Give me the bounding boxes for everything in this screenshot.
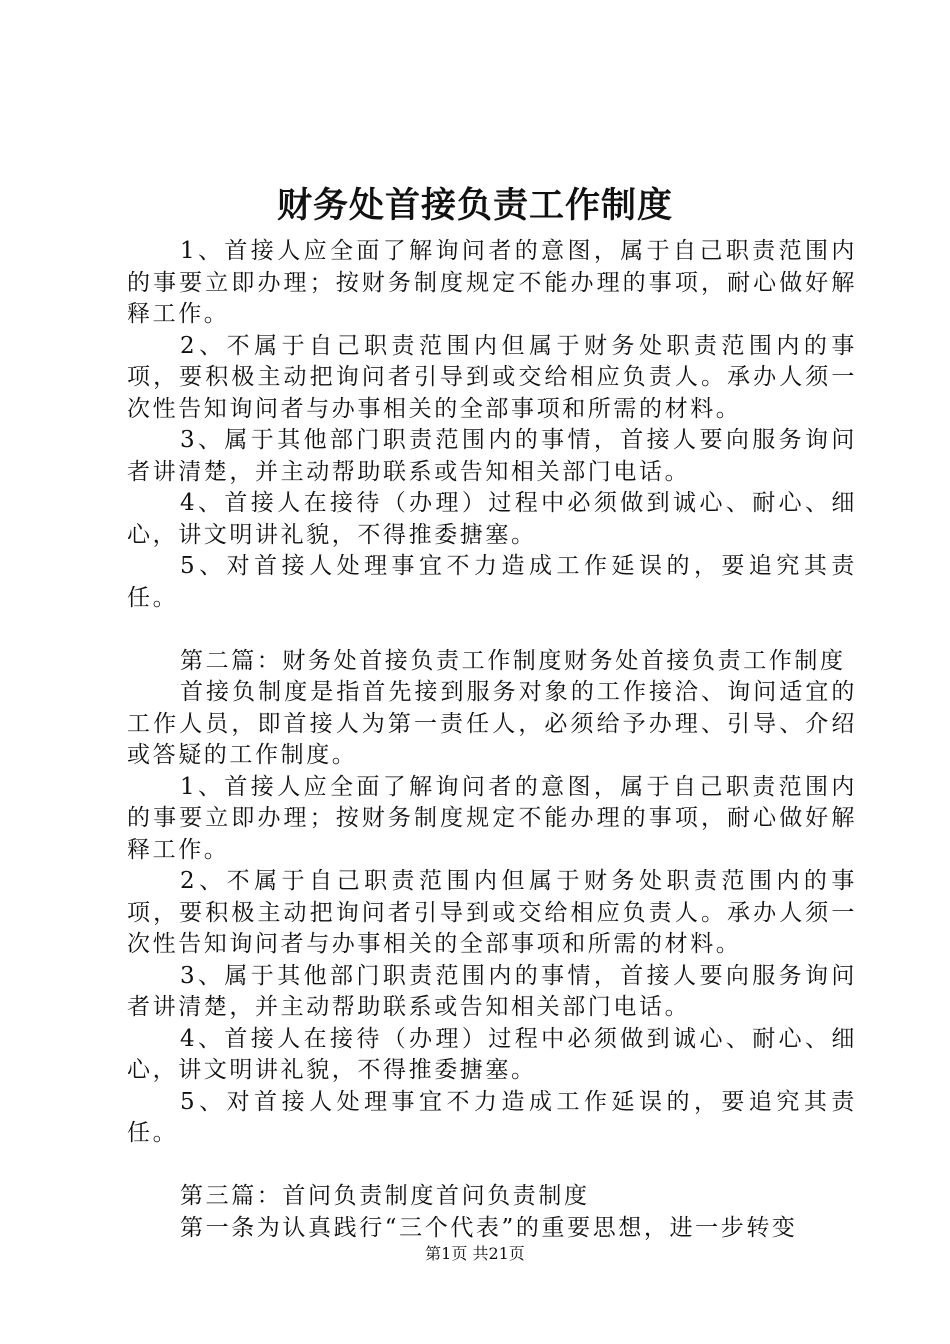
section2-heading: 第二篇：财务处首接负责工作制度财务处首接负责工作制度: [180, 647, 846, 674]
page-number-footer: 第1页 共21页: [425, 1244, 525, 1263]
section2-paragraph-1: 首接负制度是指首先接到服务对象的工作接洽、询问适宜的工作人员，即首接人为第一责任人，必须给予办理、引导、介绍或答疑的工作制度。: [127, 679, 857, 768]
section3-paragraph-1: 第一条为认真践行“三个代表”的重要思想，进一步转变: [180, 1214, 798, 1241]
section2-paragraph-5: 4、首接人在接待（办理）过程中必须做到诚心、耐心、细心，讲文明讲礼貌，不得推委搪塞。: [127, 1025, 857, 1083]
document-body: [127, 236, 857, 1244]
section2-paragraph-4: 3、属于其他部门职责范围内的事情，首接人要向服务询问者讲清楚，并主动帮助联系或告知相关部门电话。: [127, 962, 857, 1020]
section1-paragraph-3: 3、属于其他部门职责范围内的事情，首接人要向服务询问者讲清楚，并主动帮助联系或告知相关部门电话。: [127, 427, 857, 485]
document-title: 财务处首接负责工作制度: [276, 185, 673, 226]
section1-paragraph-2: 2、不属于自己职责范围内但属于财务处职责范围内的事项，要积极主动把询问者引导到或交给相应负责人。承办人须一次性告知询问者与办事相关的全部事项和所需的材料。: [127, 332, 857, 422]
section1-paragraph-1: 1、首接人应全面了解询问者的意图，属于自己职责范围内的事要立即办理；按财务制度规定不能办理的事项，耐心做好解释工作。: [127, 238, 857, 327]
section2-paragraph-2: 1、首接人应全面了解询问者的意图，属于自己职责范围内的事要立即办理；按财务制度规定不能办理的事项，耐心做好解释工作。: [127, 773, 857, 863]
section-gap: [127, 614, 857, 646]
section1-paragraph-5: 5、对首接人处理事宜不力造成工作延误的，要追究其责任。: [127, 553, 857, 611]
section-gap: [127, 1150, 857, 1182]
section2-paragraph-3: 2、不属于自己职责范围内但属于财务处职责范围内的事项，要积极主动把询问者引导到或交给相应负责人。承办人须一次性告知询问者与办事相关的全部事项和所需的材料。: [127, 868, 857, 957]
section3-heading: 第三篇：首问负责制度首问负责制度: [180, 1183, 590, 1209]
section1-paragraph-4: 4、首接人在接待（办理）过程中必须做到诚心、耐心、细心，讲文明讲礼貌，不得推委搪塞。: [127, 490, 857, 548]
section2-paragraph-6: 5、对首接人处理事宜不力造成工作延误的，要追究其责任。: [127, 1088, 857, 1146]
